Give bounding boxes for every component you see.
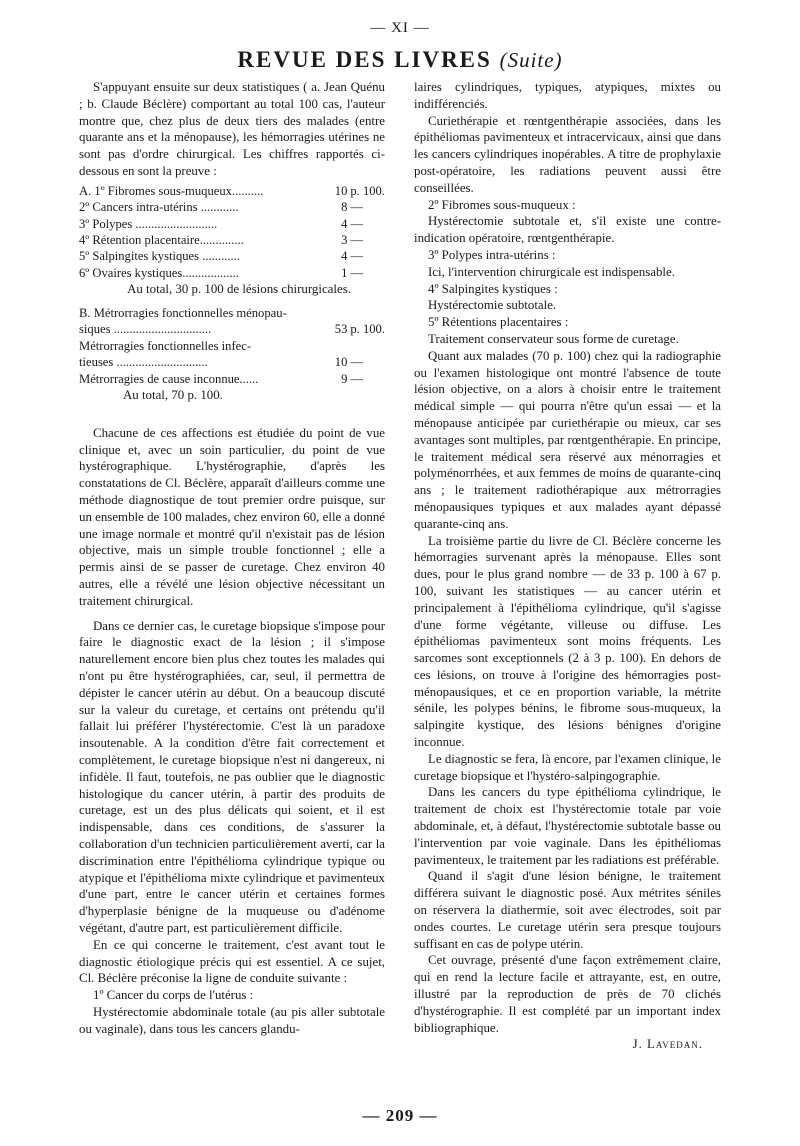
row-count: 53 [334, 322, 348, 337]
paragraph: 4º Salpingites kystiques : [428, 281, 558, 296]
row-unit: — [350, 216, 363, 231]
table-row [79, 216, 385, 232]
paragraph: 3º Polypes intra-utérins : [428, 247, 556, 262]
row-unit: — [350, 355, 363, 370]
author-signature: J. Lavedan. [632, 1037, 703, 1052]
row-count: 9 [341, 371, 348, 386]
paragraph: Chacune de ces affections est étudiée du point de vue clinique et, avec un soin particulier, du point de vue hystérographique. L'hystérographie, d'après les constatations de Cl. Béclère, apparaît d'ailleurs comme une méthode diagnostique de tout premier ordre puisque, sur un ensemble de 100 malades, chez environ 60, elle a donné une image normale et montré qu'il n'existait pas de lésion objective, mais un simple trouble fonctionnel ; elle a permis ainsi de se passer de curetage. Chez environ 40 autres, elle a révélé une lésion objective nécessitant un traitement chirurgical. [79, 425, 385, 608]
paragraph: Hystérectomie subtotale. [428, 298, 557, 313]
table-row [79, 354, 385, 370]
row-count: 3 [341, 233, 348, 247]
paragraph: Hystérectomie subtotale et, s'il existe une contre-indication opératoire, rœntgenthérapie. [414, 214, 721, 246]
row-label: 6º Ovaires kystiques.................. [79, 265, 239, 280]
row-count: 4 [341, 216, 348, 231]
table-row [79, 371, 385, 387]
row-count: 4 [341, 249, 348, 264]
paragraph: S'appuyant ensuite sur deux statistiques ( a. Jean Quénu ; b. Claude Béclère) comportant au total 100 cas, l'auteur montre que, chez plus de deux tiers des malades (entre quarante ans et la ménopause), les hémorragies utérines ne sont pas d'ordre chirurgical. Les chiffres rapportés ci-dessous en sont la preuve : [79, 80, 385, 178]
paragraph: 2º Fibromes sous-muqueux : [428, 197, 576, 212]
paragraph: La troisième partie du livre de Cl. Béclère concerne les hémorragies survenant après la ménopause. Elles sont dues, pour le plus grand nombre — de 33 p. 100 à 67 p. 100, suivant les statistiques — au cancer utérin et principalement à l'épithélioma cylindrique, qu'il s'agisse d'une forme végétante, villeuse ou diffuse. Les épithéliomas pavimenteux sont moins fréquents. Les sarcomes sont exceptionnels (2 à 3 p. 100). En dehors de ces lésions, on trouve à l'origine des hémorragies post-ménopausiques, et ce en proportion variable, la métrite sénile, les polypes bénins, le fibrome sous-muqueux, la salpingite kystique, des lésions bénignes d'origine inconnue. [414, 533, 721, 750]
paragraph: Dans les cancers du type épithélioma cylindrique, le traitement de choix est l'hystérectomie totale par voie abdominale, et, à défaut, l'hystérectomie subtotale basse ou l'intervention par voie vaginale. Dans les épithéliomas pavimenteux, le traitement par les radiations est préférable. [414, 785, 721, 867]
stats-table-a [79, 183, 385, 281]
row-unit: p. 100. [350, 322, 385, 337]
paragraph: 5º Rétentions placentaires : [428, 315, 569, 330]
paragraph: Hystérectomie abdominale totale (au pis aller subtotale ou vaginale), dans tous les cancers glandu- [79, 1004, 385, 1036]
row-label: Métrorragies de cause inconnue...... [79, 371, 259, 386]
row-unit: — [350, 200, 363, 215]
title-main: REVUE DES LIVRES [237, 47, 492, 72]
row-unit: — [350, 249, 363, 264]
row-label: B. Métrorragies fonctionnelles ménopau- [79, 306, 287, 321]
row-label: tieuses ............................. [79, 355, 208, 370]
paragraph: En ce qui concerne le traitement, c'est avant tout le diagnostic étiologique précis qui est essentiel. A ce sujet, Cl. Béclère préconise la ligne de conduite suivante : [79, 937, 385, 986]
paragraph: Curiethérapie et rœntgenthérapie associées, dans les épithéliomas pavimenteux et intracervicaux, ainsi que dans les cancers cylindriques inopérables. A titre de prophylaxie post-opératoire, les radiations peuvent aussi être conseillées. [414, 113, 721, 195]
total-a: Au total, 30 p. 100 de lésions chirurgicales. [127, 282, 351, 297]
right-column [414, 79, 721, 1053]
paragraph: Le diagnostic se fera, là encore, par l'examen clinique, le curetage biopsique et l'hystéro-salpingographie. [414, 751, 721, 783]
paragraph: Dans ce dernier cas, le curetage biopsique s'impose pour faire le diagnostic exact de la lésion ; il s'impose naturellement encore bien plus chez toutes les malades qui n'ont pu être hystérographiées, car, seul, il permettra de dépister le cancer utérin au début. On a beaucoup discuté sur la valeur du curetage, et certains ont prétendu qu'il fallait lui préférer l'hystérectomie. C'est là un paradoxe insoutenable. A la condition d'être fait correctement et complètement, le curetage biopsique n'est ni dangereux, ni infidèle. Il faut, toutefois, ne pas oublier que le diagnostic histologique du cancer utérin, à partir des produits de curetage, est un des plus délicats qui soient, et il est indispensable, dans ces conditions, de s'assurer la collaboration d'un technicien particulièrement averti, car la discrimination entre l'épithélioma cylindrique typique ou atypique et l'épithélioma mixte cylindrique et pavimenteux d'une part, entre le cancer utérin et certaines formes d'hyperplasie bénigne de la muqueuse ou d'adénome végétant, d'autre part, est particulièrement difficile. [79, 618, 385, 935]
row-label: A. 1º Fibromes sous-muqueux.......... [79, 183, 264, 198]
table-row [79, 305, 385, 321]
row-count: 1 [341, 265, 348, 280]
table-row [79, 183, 385, 199]
row-unit: — [350, 265, 363, 280]
row-unit: — [350, 371, 363, 386]
paragraph: Ici, l'intervention chirurgicale est indispensable. [428, 264, 675, 279]
row-count [299, 305, 347, 321]
row-label: 3º Polypes .......................... [79, 216, 218, 231]
row-label: 5º Salpingites kystiques ............ [79, 249, 240, 264]
table-row [79, 338, 385, 354]
left-column [79, 79, 385, 1038]
row-label: Métrorragies fonctionnelles infec- [79, 338, 252, 353]
table-row [79, 265, 385, 281]
paragraph: Cet ouvrage, présenté d'une façon extrêmement claire, qui en rend la lecture facile et attrayante, est, en outre, illustré par la reproduction de près de 70 clichés d'hystérographie. Il est complété par un important index bibliographique. [414, 953, 721, 1035]
table-row [79, 232, 385, 248]
paragraph: laires cylindriques, typiques, atypiques, mixtes ou indifférenciés. [414, 80, 721, 111]
paragraph: Quand il s'agit d'une lésion bénigne, le traitement différera suivant le diagnostic posé. Aux métrites séniles on réservera la diathermie, soit avec électrodes, soit par ondes courtes. Le curetage utérin sera presque toujours suffisant en cas de polype utérin. [414, 869, 721, 951]
row-count: 8 [341, 200, 348, 215]
folio-roman: — XI — [370, 20, 430, 36]
paragraph: Quant aux malades (70 p. 100) chez qui la radiographie ou l'examen histologique ont montré l'absence de toute lésion objective, on a alors à choisir entre le traitement médical simple — qui pourra n'être qu'un essai — et la ménopause anticipée par curiethérapie ou mieux, car ses avantages sont multiples, par rœntgenthérapie. En principe, le traitement médical sera réservé aux ménorragies et polyménorrhées, et aux femmes de moins de quarante-cinq ans ; le traitement radiothérapique aux métrorragies ménopausiques typiques et aux malades ayant dépassé quarante-cinq ans. [414, 348, 721, 531]
stats-table-b [79, 305, 385, 387]
row-label: 4º Rétention placentaire.............. [79, 233, 244, 247]
table-row [79, 248, 385, 264]
row-unit: p. 100. [350, 183, 385, 198]
paragraph: Traitement conservateur sous forme de curetage. [428, 331, 679, 346]
row-count [299, 338, 347, 354]
row-count: 10 [334, 355, 348, 370]
row-count: 10 [334, 183, 348, 198]
row-unit [347, 338, 385, 354]
paragraph: 1º Cancer du corps de l'utérus : [93, 988, 254, 1003]
title-suite: (Suite) [499, 48, 563, 72]
table-row [79, 321, 385, 337]
total-b: Au total, 70 p. 100. [123, 388, 223, 403]
row-label: siques ............................... [79, 322, 212, 337]
row-label: 2º Cancers intra-utérins ............ [79, 200, 239, 215]
row-unit: — [350, 233, 363, 247]
page-number: — 209 — [362, 1106, 438, 1125]
row-unit [347, 305, 385, 321]
page-title [0, 47, 800, 73]
table-row [79, 199, 385, 215]
